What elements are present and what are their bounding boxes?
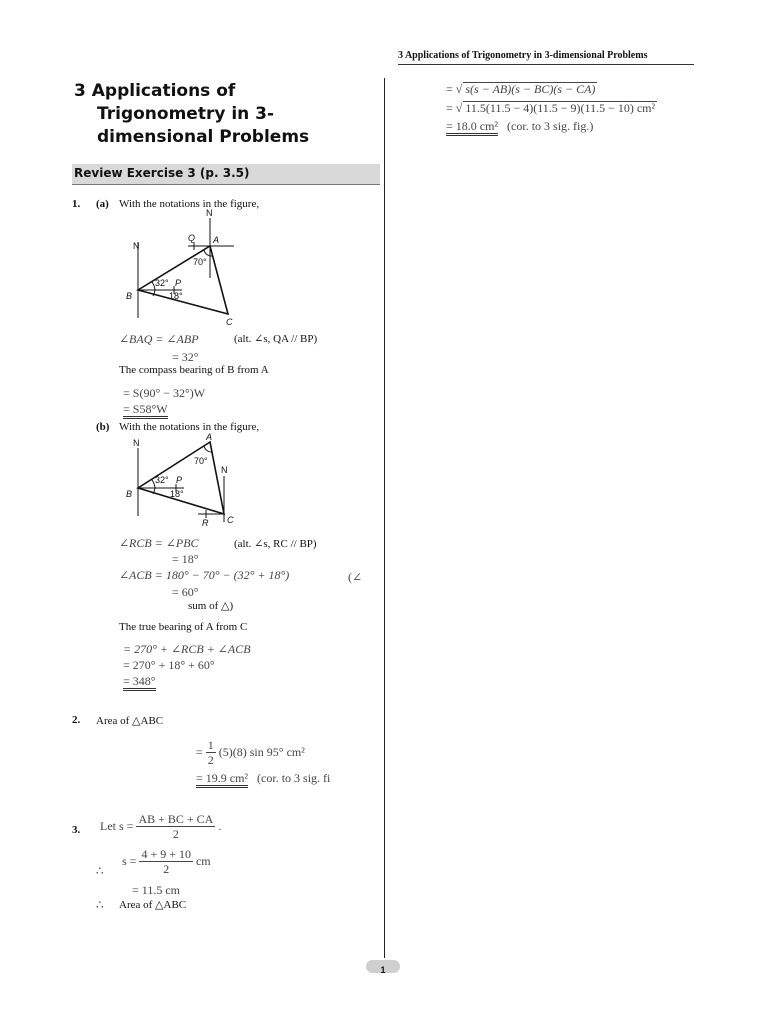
figure-1b xyxy=(118,430,248,530)
label-c: C xyxy=(226,317,233,327)
q1b-eq1-reason: (alt. ∠s, RC // BP) xyxy=(234,538,317,550)
running-header xyxy=(398,50,647,61)
label-n-b: N xyxy=(133,438,140,448)
q3-r-answer-note: (cor. to 3 sig. fig.) xyxy=(507,119,594,133)
q1b-answer-value: = 348° xyxy=(123,675,156,691)
q1a-answer xyxy=(123,402,168,419)
label-p: P xyxy=(176,475,183,485)
label-18: 18° xyxy=(170,489,184,499)
q3-area-intro: Area of △ABC xyxy=(119,899,187,911)
label-c: C xyxy=(227,515,234,525)
q1a-answer-value: = S58°W xyxy=(123,403,168,419)
q3-s-num: 4 + 9 + 10 xyxy=(141,847,191,861)
q3-let-fraction xyxy=(136,812,215,841)
running-header-title: 3 Applications of Trigonometry in 3-dimensional Problems xyxy=(398,50,648,61)
q1b-eq4: = 60° xyxy=(172,585,199,599)
q2-frac-den: 2 xyxy=(207,753,214,767)
q3-s-eq xyxy=(122,847,211,876)
q1b-answer xyxy=(123,674,156,691)
label-b: B xyxy=(126,489,133,499)
q2-eq1-rest: (5)(8) sin 95° cm² xyxy=(218,745,305,759)
label-a: A xyxy=(206,432,213,442)
q3-s-den: 2 xyxy=(163,862,170,876)
q1b-eq3: ∠ACB = 180° − 70° − (32° + 18°) xyxy=(119,568,290,582)
q3-r-eq1-equals: = √ xyxy=(446,82,463,96)
q3-therefore2: ∴ xyxy=(96,898,104,912)
q2-answer-note: (cor. to 3 sig. fi xyxy=(257,771,331,785)
q3-s-unit: cm xyxy=(195,854,211,868)
q3-r-eq1-radicand: s(s − AB)(s − BC)(s − CA) xyxy=(465,82,596,96)
column-divider xyxy=(384,78,385,958)
q2-eq1-equals: = xyxy=(196,745,203,759)
q1b-bearing-intro: The true bearing of A from C xyxy=(119,621,248,633)
q1b-eq3-reason-b: sum of △) xyxy=(188,600,234,612)
q3-r-eq2 xyxy=(446,101,657,116)
figure-1a xyxy=(118,206,248,330)
chapter-title-line1: 3 Applications of xyxy=(74,81,236,101)
label-70: 70° xyxy=(193,257,207,267)
q1a-bearing-intro: The compass bearing of B from A xyxy=(119,364,269,376)
chapter-title-line3: dimensional Problems xyxy=(97,127,310,147)
chapter-title-line2: Trigonometry in 3- xyxy=(97,104,275,124)
q3-s-label: s = xyxy=(122,854,137,868)
q2-eq1 xyxy=(196,738,305,767)
page-number-badge xyxy=(366,960,400,973)
label-32: 32° xyxy=(155,475,169,485)
q1a-intro: With the notations in the figure, xyxy=(119,198,260,210)
q3-r-answer-value: = 18.0 cm² xyxy=(446,120,498,136)
q1b-eq3-reason-a: (∠ xyxy=(348,570,363,584)
q3-therefore1: ∴ xyxy=(96,864,104,878)
q1a-eq2: = 32° xyxy=(172,350,199,364)
q1a-eq3: = S(90° − 32°)W xyxy=(123,386,206,400)
q3-r-eq1 xyxy=(446,82,597,97)
q3-s-fraction xyxy=(139,847,193,876)
q1a-eq1: ∠BAQ = ∠ABP xyxy=(119,332,199,346)
q3-let xyxy=(100,812,221,841)
q3-number: 3. xyxy=(72,824,81,836)
q3-r-eq2-equals: = √ xyxy=(446,101,463,115)
q3-let-num: AB + BC + CA xyxy=(138,812,214,826)
q1b-eq6: = 270° + 18° + 60° xyxy=(123,658,215,672)
q2-frac-num: 1 xyxy=(207,738,214,752)
q2-fraction xyxy=(206,738,216,767)
q2-number: 2. xyxy=(72,714,81,726)
section-heading-label: Review Exercise 3 (p. 3.5) xyxy=(74,166,250,180)
q3-s-value: = 11.5 cm xyxy=(132,883,180,897)
q1b-eq5: = 270° + ∠RCB + ∠ACB xyxy=(123,642,251,656)
q3-r-eq2-radicand: 11.5(11.5 − 4)(11.5 − 9)(11.5 − 10) cm² xyxy=(465,101,656,115)
label-32: 32° xyxy=(155,278,169,288)
label-q: Q xyxy=(188,233,196,243)
q2-answer xyxy=(196,771,330,788)
q1b-eq1: ∠RCB = ∠PBC xyxy=(119,536,199,550)
label-70: 70° xyxy=(194,456,208,466)
label-n-a: N xyxy=(206,208,213,218)
q1b-intro: With the notations in the figure, xyxy=(119,421,260,433)
q1a-label: (a) xyxy=(96,198,109,210)
section-heading xyxy=(72,164,380,185)
label-n-b: N xyxy=(133,241,140,251)
label-n-c: N xyxy=(221,465,228,475)
chapter-title xyxy=(74,80,309,149)
q2-answer-value: = 19.9 cm² xyxy=(196,772,248,788)
q3-r-answer xyxy=(446,119,593,136)
label-18: 18° xyxy=(169,291,183,301)
q1-number: 1. xyxy=(72,198,81,210)
label-a: A xyxy=(213,235,220,245)
q1b-eq2: = 18° xyxy=(172,552,199,566)
q3-let-period: . xyxy=(218,819,222,833)
q3-let-den: 2 xyxy=(172,827,179,841)
q1a-eq1-reason: (alt. ∠s, QA // BP) xyxy=(234,333,318,345)
header-rule xyxy=(398,64,694,65)
q1b-label: (b) xyxy=(96,421,110,433)
label-p: P xyxy=(175,278,182,288)
q3-let-label: Let s = xyxy=(100,819,134,833)
q2-intro: Area of △ABC xyxy=(96,715,164,727)
triangle-abc xyxy=(138,246,228,314)
label-r: R xyxy=(202,518,209,528)
label-b: B xyxy=(126,291,133,301)
page-number: 1 xyxy=(380,965,386,975)
